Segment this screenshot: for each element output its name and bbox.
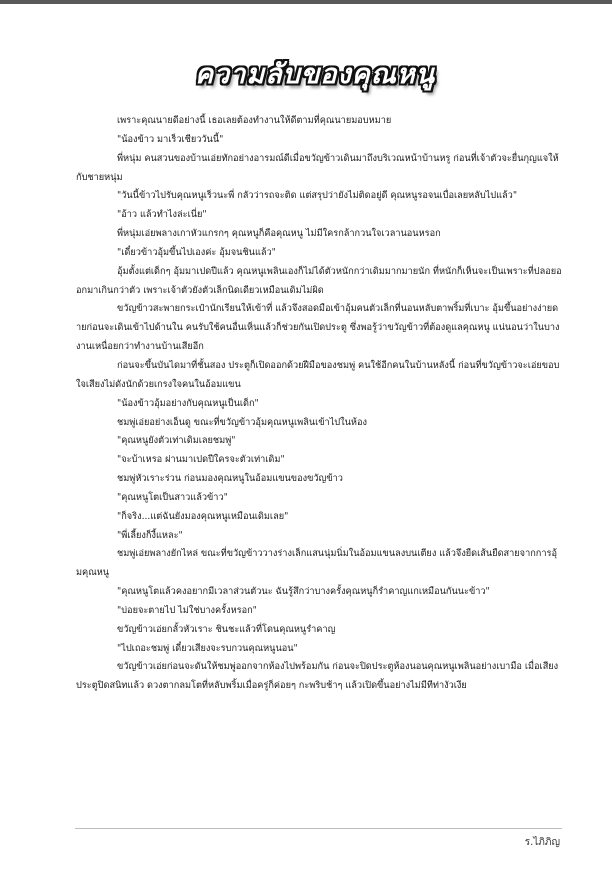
paragraph: "คุณหนูโตเป็นสาวแล้วข้าว" (117, 491, 228, 503)
paragraph: "จะบ้าเหรอ ผ่านมาเปดปีใครจะตัวเท่าเดิม" (117, 454, 285, 466)
paragraph: พี่หนุ่มเอ่ยพลางเกาหัวแกรกๆ คุณหนูก็คือคุณหนู ไม่มีใครกล้ากวนใจเวลานอนหรอก (117, 228, 441, 240)
paragraph: ชมพู่เอ่ยอย่างเอ็นดู ขณะที่ขวัญข้าวอุ้มคุณหนูเพลินเข้าไปในห้อง (117, 416, 367, 428)
paragraph: ชมพู่หัวเราะร่วน ก่อนมองคุณหนูในอ้อมแขนของขวัญข้าว (117, 473, 343, 485)
paragraph: "คุณหนูโตแล้วคงอยากมีเวลาส่วนตัวนะ ฉันรู้สึกว่าบางครั้งคุณหนูก็รำคาญแกเหมือนกันนะข้าว" (117, 586, 490, 598)
paragraph: อุ้มตั้งแต่เด็กๆ อุ้มมาเปดปีแล้ว คุณหนูเพลินเองก็ไม่ได้ตัวหนักกว่าเดิมมากมายนัก ที่หนักก็เห็นจะเป็นเพราะที่ปลอยออกมาเกินกว่าตัว เพราะเจ้าตัวยังตัวเล็กนิดเดียวเหมือนเดิมไม่ผิด (76, 265, 562, 296)
paragraph: "อ้าว แล้วทำไงล่ะเนี่ย" (117, 209, 207, 221)
chapter-title: ความลับของคุณหนู (194, 59, 436, 90)
paragraph: ขวัญข้าวเอ่ยกลั้วหัวเราะ ชินชะแล้วที่โดนคุณหนูรำคาญ (117, 623, 336, 635)
footer-author: ร.ไภิภิญ (524, 837, 560, 848)
footer-divider (75, 828, 562, 829)
paragraph: ชมพู่เอ่ยพลางยักไหล่ ขณะที่ขวัญข้าววางร่างเล็กแสนนุ่มนิ่มในอ้อมแขนลงบนเตียง แล้วจึงยืดเส้นยืดสายจากการอุ้มคุณหนู (76, 548, 557, 579)
story-body (76, 112, 562, 696)
paragraph: พี่หนุ่ม คนสวนของบ้านเอ่ยทักอย่างอารมณ์ดีเมื่อขวัญข้าวเดินมาถึงบริเวณหน้าบ้านหรู ก่อนที่เจ้าตัวจะยื่นกุญแจให้กับชายหนุ่ม (76, 152, 559, 183)
paragraph: ขวัญข้าวสะพายกระเป๋านักเรียนให้เข้าที่ แล้วจึงสอดมือเข้าอุ้มคนตัวเล็กที่นอนหลับตาพริ้มที่เบาะ อุ้มขึ้นอย่างง่ายดายก่อนจะเดินเข้าไปด้านใน คนรับใช้คนอื่นเห็นแล้วก็ช่วยกันเปิดประตู ซึ่งพอรู้ว่าขวัญข้าวที่ต้องดูแลคุณหนู แน่นอนว่าในบางงานเหนื่อยกว่าทำงานบ้านเสียอีก (76, 303, 560, 353)
paragraph: "พี่เลี้ยงก็งี้แหละ" (117, 529, 183, 541)
paragraph: "น้องข้าวอุ้มอย่างกับคุณหนูเป็นเด็ก" (117, 397, 259, 409)
paragraph: เพราะคุณนายดีอย่างนี้ เธอเลยต้องทำงานให้ดีตามที่คุณนายมอบหมาย (117, 115, 392, 126)
paragraph: "น้องข้าว มาเร็วเชียววันนี้" (117, 133, 224, 145)
paragraph: "ก็จริง...แต่ฉันยังมองคุณหนูเหมือนเดิมเลย" (117, 510, 289, 522)
paragraph: "คุณหนูยังตัวเท่าเดิมเลยชมพู่" (117, 435, 236, 447)
paragraph: ก่อนจะขึ้นบันไดมาที่ชั้นสอง ประตูก็เปิดออกด้วยฝีมือของชมพู่ คนใช้อีกคนในบ้านหลังนี้ ก่อนที่ขวัญข้าวจะเอ่ยขอบใจเสียงไม่ดังนักด้วยเกรงใจคนในอ้อมแขน (76, 359, 560, 390)
paragraph: "วันนี้ข้าวไปรับคุณหนูเร็วนะพี่ กลัวว่ารถจะติด แต่สรุปว่ายังไม่ติดอยู่ดี คุณหนูรอจนเบื่อเลยหลับไปแล้ว" (117, 190, 518, 202)
paragraph: ขวัญข้าวเอ่ยก่อนจะดันให้ชมพู่ออกจากห้องไปพร้อมกัน ก่อนจะปิดประตูห้องนอนคุณหนูเพลินอย่างเบามือ เมื่อเสียงประตูปิดสนิทแล้ว ดวงตากลมโตที่หลับพริ้มเมื่อครู่ก็ค่อยๆ กะพริบช้าๆ แล้วเปิดขึ้นอย่างไม่มีทีท่างัวเงีย (76, 661, 559, 692)
paragraph: "เดี๋ยวข้าวอุ้มขึ้นไปเองค่ะ อุ้มจนชินแล้ว" (117, 246, 276, 258)
paragraph: "ไปเถอะชมพู่ เดี๋ยวเสียงจะรบกวนคุณหนูนอน" (117, 642, 298, 654)
paragraph: "บ่อยจะตายไป ไม่ใช่บางครั้งหรอก" (117, 604, 257, 616)
